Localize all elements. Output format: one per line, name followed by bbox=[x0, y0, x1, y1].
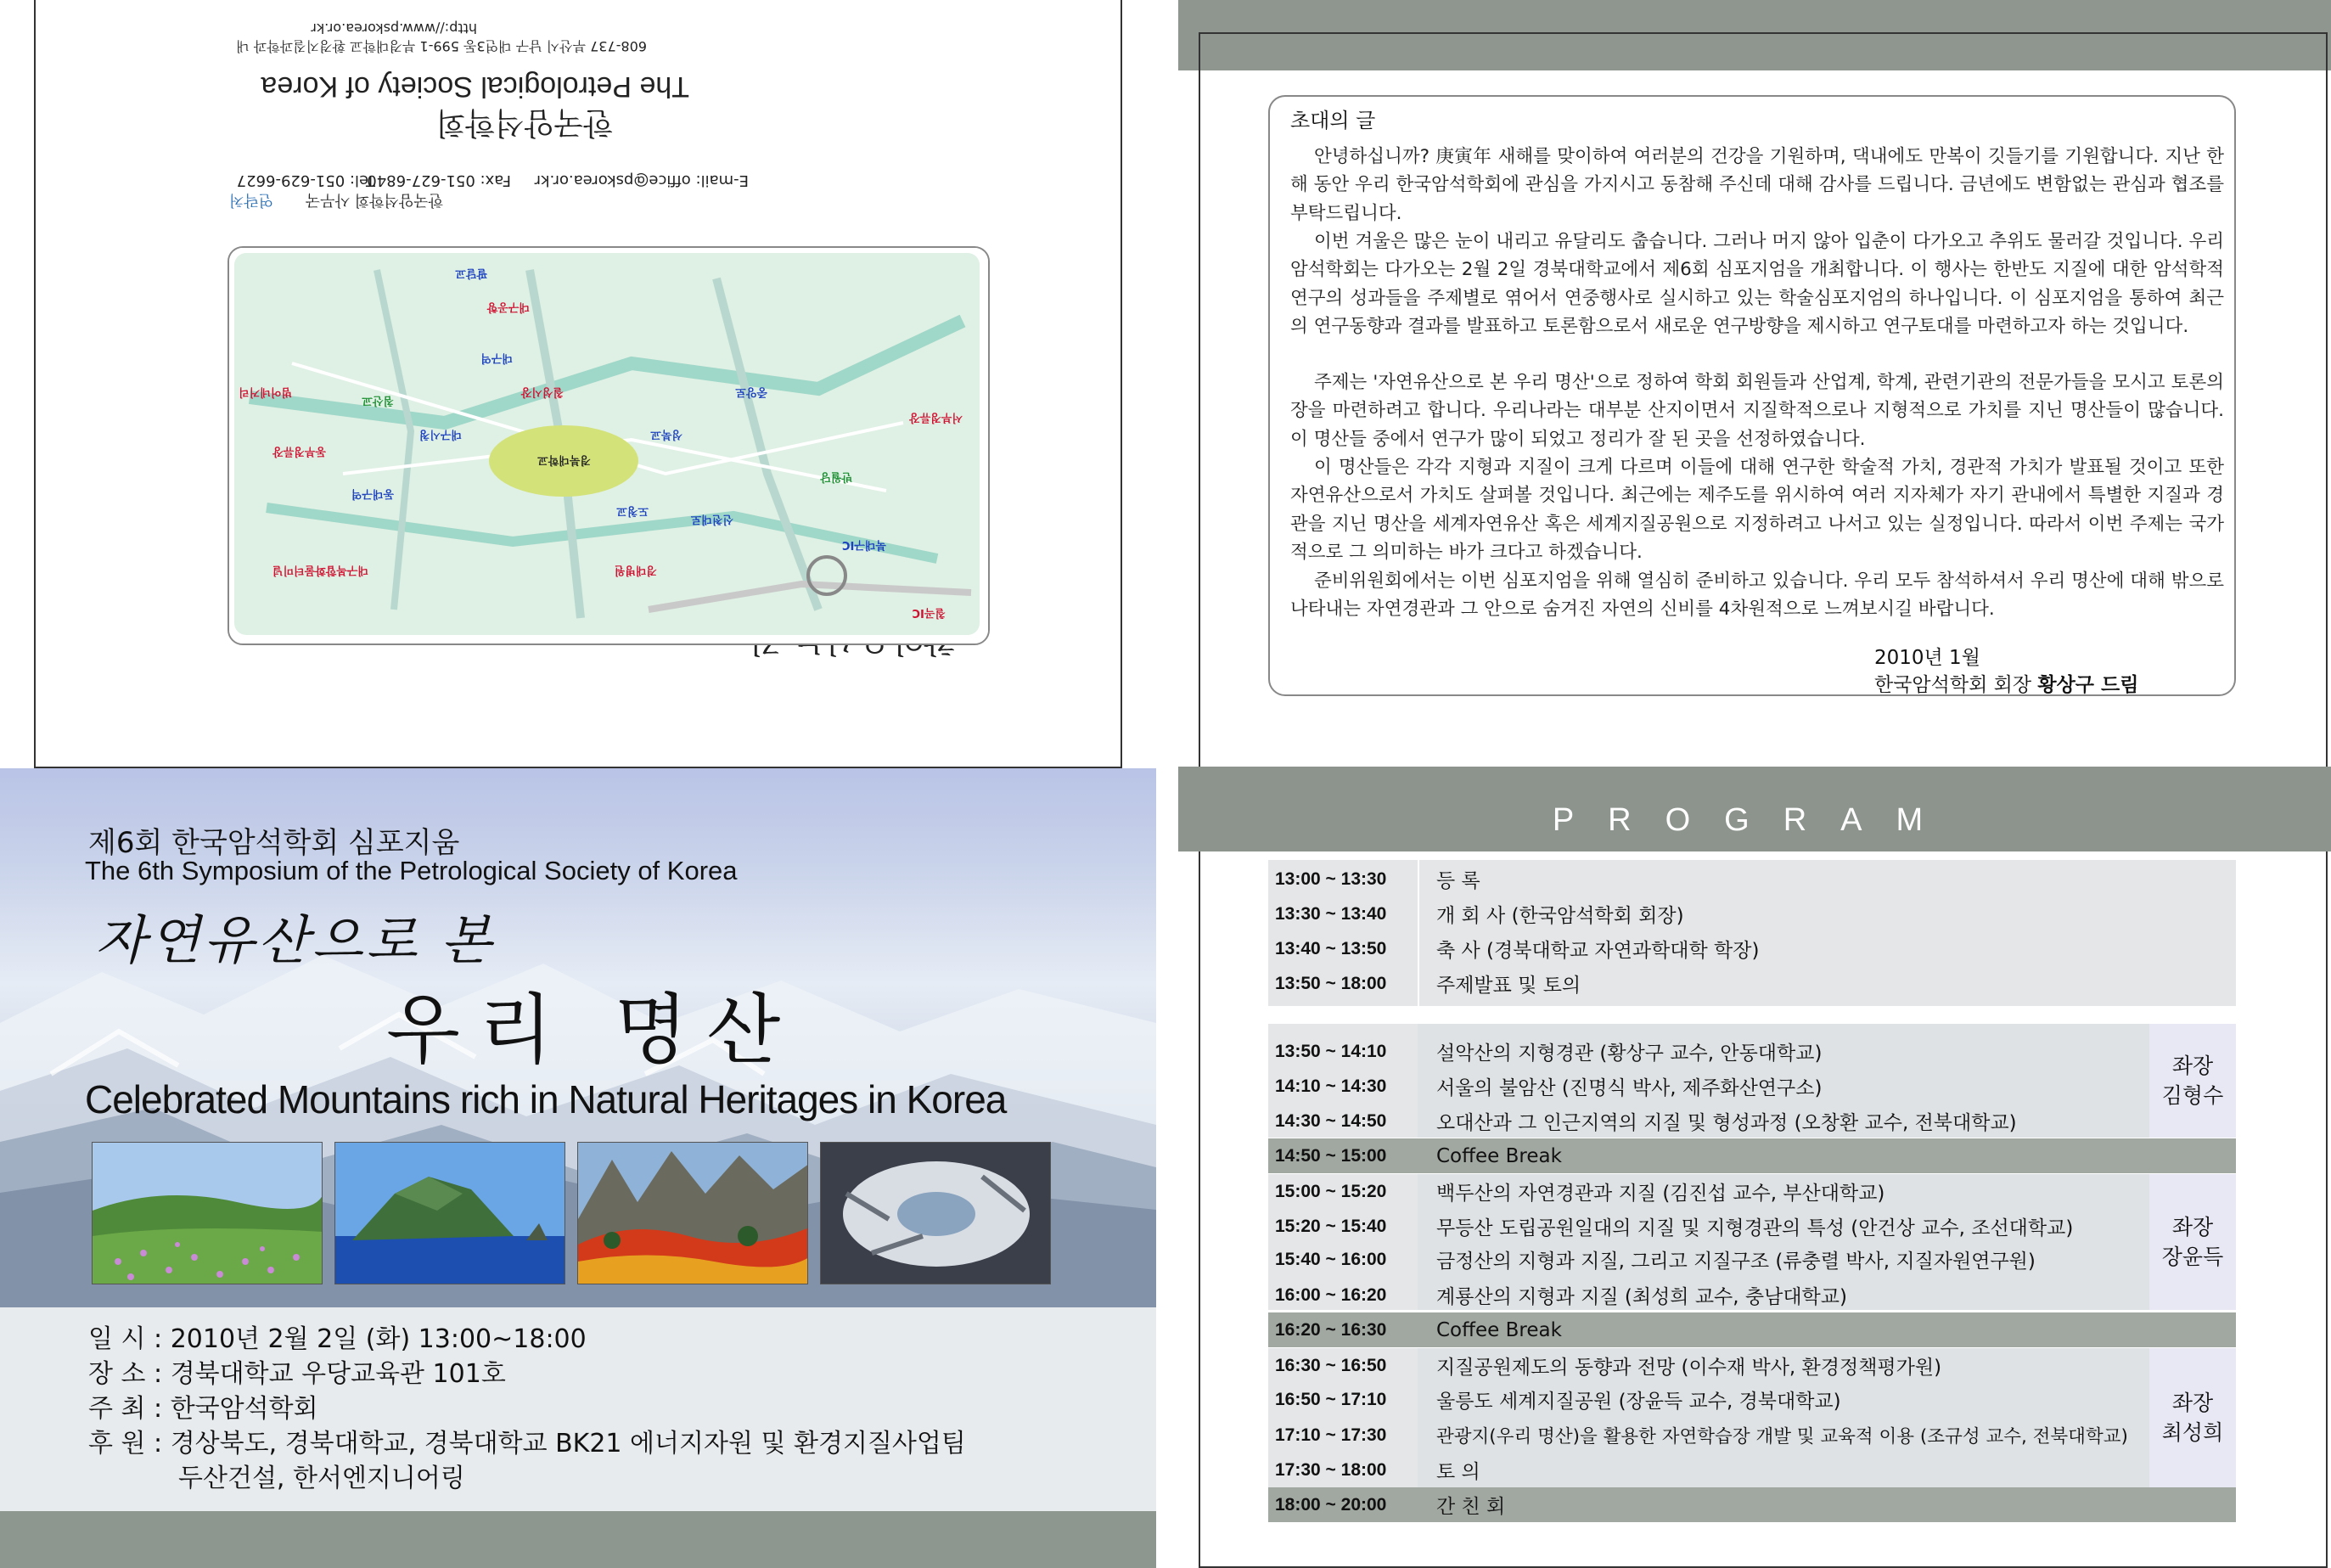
map-label-13: 성북교 bbox=[650, 428, 682, 441]
invitation-title: 초대의 글 bbox=[1290, 109, 1376, 132]
cover-title-en: The 6th Symposium of the Petrological Society of Korea bbox=[85, 856, 738, 885]
invitation-paragraph-3: 주제는 '자연유산으로 본 우리 명산'으로 정하여 학회 회원들과 산업계, 학계, 관련기관의 전문가들을 모시고 토론의 장을 마련하려고 합니다. 우리나라는 대부분 산지이면서 지질학적으로나 지형적으로 가치를 지닌 명산들이 많습니다. 이 명산들 중에서 연구가 많이 되었고 정리가 잘 된 곳을 선정하였습니다. bbox=[1290, 372, 2224, 450]
program-row: 16:30 ~ 16:50 지질공원제도의 동향과 전망 (이수재 박사, 환경정책평가원) bbox=[1275, 1355, 1942, 1379]
program-row: 18:00 ~ 20:00 간 친 회 bbox=[1275, 1494, 1506, 1518]
program-row: 16:50 ~ 17:10 울릉도 세계지질공원 (장윤득 교수, 경북대학교) bbox=[1275, 1389, 1841, 1413]
map-label-11: 침산교 bbox=[362, 394, 394, 407]
program-row: 16:20 ~ 16:30 Coffee Break bbox=[1275, 1318, 1562, 1341]
program-row: 13:50 ~ 18:00 주제발표 및 토의 bbox=[1275, 973, 1581, 997]
map-label-18: 대구공항 bbox=[486, 301, 530, 313]
cover-subtitle: 자연유산으로 본 bbox=[95, 909, 495, 971]
society-name-en: The Petrological Society of Korea bbox=[261, 70, 689, 103]
info-venue: 장 소 : 경북대학교 우당교육관 101호 bbox=[88, 1359, 506, 1389]
info-date: 일 시 : 2010년 2월 2일 (화) 13:00~18:00 bbox=[88, 1324, 587, 1354]
info-sponsor-cont: 두산건설, 한서엔지니어링 bbox=[178, 1464, 465, 1493]
session1-chair: 좌장 김형수 bbox=[2149, 1024, 2236, 1138]
map-label-5: 대구시청 bbox=[418, 428, 462, 441]
program-row: 14:30 ~ 14:50 오대산과 그 인근지역의 지질 및 형성과정 (오창환 교수, 전북대학교) bbox=[1275, 1110, 2017, 1134]
map-label-0: 경북대학교 bbox=[537, 453, 591, 466]
cover-title-ko: 제6회 한국암석학회 심포지움 bbox=[88, 826, 460, 860]
program-row: 13:30 ~ 13:40 개 회 사 (한국암석학회 회장) bbox=[1275, 903, 1684, 927]
program-row: 16:00 ~ 16:20 계룡산의 지형과 지질 (최성희 교수, 충남대학교) bbox=[1275, 1284, 1847, 1308]
map-label-17: 범어네거리 bbox=[239, 385, 292, 398]
info-host: 주 최 : 한국암석학회 bbox=[88, 1394, 318, 1424]
location-map bbox=[227, 246, 988, 643]
cover-main-title: 우리 명산 bbox=[386, 986, 800, 1075]
map-label-19: 팔달교 bbox=[455, 267, 487, 279]
map-label-9: 서부정류장 bbox=[909, 411, 963, 424]
session2-chair: 좌장 장윤득 bbox=[2149, 1174, 2236, 1310]
office-name: 한국암석학회 사무국 bbox=[305, 191, 443, 209]
invitation-paragraph-2: 이번 겨울은 많은 눈이 내리고 유달리도 춥습니다. 그러나 머지 않아 입춘이 다가오고 추위도 물러갈 것입니다. 우리 암석학회는 다가오는 2월 2일 경북대학교에서 제6회 심포지엄을 개최합니다. 이 행사는 한반도 지질에 대한 암석학적 연구의 성과들을 주제별로 엮어서 연중행사로 실시하고 있는 학술심포지엄의 하나입니다. 이 심포지엄을 통하여 최근의 연구동향과 결과를 발표하고 토론함으로서 새로운 연구방향을 제시하고 연구토대를 마련하고자 하는 것입니다. bbox=[1290, 231, 2224, 337]
program-row: 14:50 ~ 15:00 Coffee Break bbox=[1275, 1144, 1562, 1167]
program-row: 15:20 ~ 15:40 무등산 도립공원일대의 지질 및 지형경관의 특성 (안건상 교수, 조선대학교) bbox=[1275, 1216, 2074, 1239]
society-name-ko: 한국암석학회 bbox=[435, 105, 613, 140]
invitation-paragraph-1: 안녕하십니까? 庚寅年 새해를 맞이하여 여러분의 건강을 기원하며, 댁내에도 만복이 깃들기를 기원합니다. 지난 한 해 동안 우리 한국암석학회에 관심을 가지시고 동참해 주신데 대해 감사를 드립니다. 금년에도 변함없는 관심과 협조를 부탁드립니다. bbox=[1290, 146, 2224, 224]
map-label-6: 대구복합화물터미널 bbox=[272, 564, 368, 576]
photo-island bbox=[334, 1142, 565, 1284]
photo-autumn-peaks bbox=[577, 1142, 808, 1284]
map-label-10: 신천대로 bbox=[690, 513, 733, 525]
session3-chair: 좌장 최성희 bbox=[2149, 1348, 2236, 1487]
invitation-paragraph-4: 이 명산들은 각각 지형과 지질이 크게 다르며 이들에 대해 연구한 학술적 가치, 경관적 가치가 발표될 것이고 또한 자연유산으로서 가치도 살펴볼 것입니다. 최근에는 제주도를 위시하여 여러 지자체가 자기 관내에서 특별한 지질과 경관을 지닌 명산을 세계자연유산 혹은 세계지질공원으로 지정하려고 나서고 있는 실정입니다. 따라서 이번 주제는 국가적으로 그 의미하는 바가 크다고 하겠습니다. bbox=[1290, 457, 2224, 563]
invitation-date: 2010년 1월 bbox=[1874, 647, 1980, 669]
program-row: 13:40 ~ 13:50 축 사 (경북대학교 자연과학대학 학장) bbox=[1275, 938, 1760, 962]
photo-flower-meadow bbox=[92, 1142, 323, 1284]
map-label-15: 중앙로 bbox=[735, 385, 767, 398]
map-box bbox=[227, 246, 990, 645]
left-footer-bar bbox=[0, 1511, 1156, 1568]
program-row: 14:10 ~ 14:30 서울의 불암산 (진명식 박사, 제주화산연구소) bbox=[1275, 1076, 1823, 1099]
society-url: http://www.pskorea.or.kr bbox=[311, 20, 477, 37]
map-label-4: 북대구IC bbox=[841, 538, 886, 551]
program-row: 13:50 ~ 14:10 설악산의 지형경관 (황상구 교수, 안동대학교) bbox=[1275, 1041, 1823, 1065]
program-title: PROGRAM bbox=[1552, 802, 1957, 838]
program-row: 15:40 ~ 16:00 금정산의 지형과 지질, 그리고 지질구조 (류충렬 박사, 지질자원연구원) bbox=[1275, 1249, 2036, 1273]
map-label-16: 반월당 bbox=[820, 470, 852, 483]
office-tel: Tel: 051-629-6627 bbox=[236, 171, 375, 189]
map-label-2: 동대구역 bbox=[351, 487, 394, 500]
map-label-12: 도청교 bbox=[616, 504, 649, 517]
info-sponsor: 후 원 : 경상북도, 경북대학교, 경북대학교 BK21 에너지자원 및 환경지질사업팀 bbox=[88, 1429, 966, 1458]
program-row: 17:10 ~ 17:30 관광지(우리 명산)을 활용한 자연학습장 개발 및 교육적 이용 (조규성 교수, 전북대학교) bbox=[1275, 1425, 2128, 1447]
map-label-1: 대구역 bbox=[480, 351, 513, 364]
invitation-signature: 한국암석학회 회장 황상구 드림 bbox=[1874, 674, 2139, 696]
office-label: 연락처 bbox=[228, 191, 273, 209]
map-label-14: 칠성시장 bbox=[520, 385, 564, 398]
program-row: 13:00 ~ 13:30 등 록 bbox=[1275, 868, 1480, 892]
map-label-8: 동부정류장 bbox=[272, 445, 326, 458]
program-row: 17:30 ~ 18:00 토 의 bbox=[1275, 1459, 1480, 1483]
invitation-paragraph-5: 준비위원회에서는 이번 심포지엄을 위해 열심히 준비하고 있습니다. 우리 모두 참석하셔서 우리 명산에 대해 밖으로 나타내는 자연경관과 그 안으로 숨겨진 자연의 신비를 4차원적으로 느껴보시길 바랍니다. bbox=[1290, 570, 2224, 621]
photo-volcano-crater bbox=[820, 1142, 1051, 1284]
back-cover-content bbox=[34, 0, 1122, 768]
office-email: E-mail: office@pskorea.or.kr bbox=[534, 171, 749, 189]
map-label-7: 경대병원 bbox=[614, 564, 657, 576]
society-address: 608-737 부산시 남구 대연3동 599-1 부경대학교 환경지질과학과 내 bbox=[236, 38, 647, 54]
program-row: 15:00 ~ 15:20 백두산의 자연경관과 지질 (김진섭 교수, 부산대학교) bbox=[1275, 1181, 1885, 1205]
cover-english-title: Celebrated Mountains rich in Natural Heritages in Korea bbox=[85, 1077, 1007, 1121]
office-fax: Fax: 051-627-6840 bbox=[367, 171, 511, 189]
map-label-3: 칠곡IC bbox=[912, 606, 946, 619]
